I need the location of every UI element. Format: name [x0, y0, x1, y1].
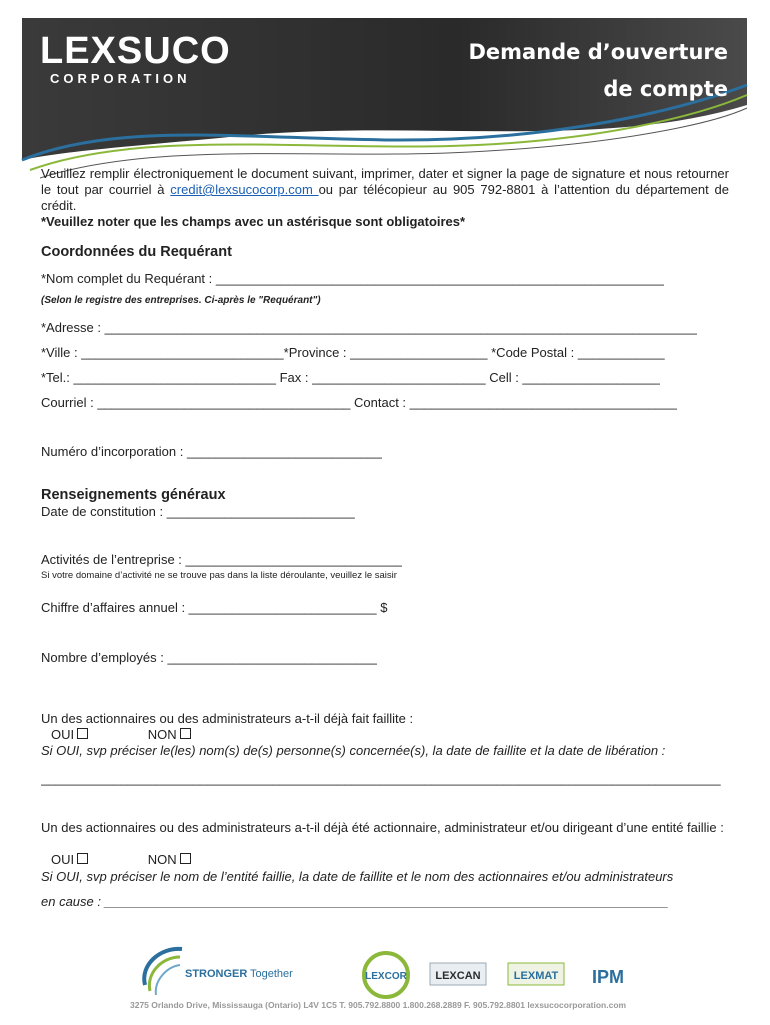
oui-label: OUI — [51, 852, 75, 867]
lexsuco-logo — [40, 32, 231, 86]
oui-checkbox[interactable] — [77, 728, 88, 739]
tagline-together: Together — [250, 968, 293, 980]
intro-text: Veuillez remplir électroniquement le document suivant, imprimer, dater et signer la page de signature et nous retourner le tout par courriel à — [41, 166, 729, 197]
entite-faillie-options — [51, 852, 191, 868]
page-header — [0, 0, 770, 185]
lexcan-logo-icon — [430, 963, 486, 985]
entite-faillie-detail-instructions: Si OUI, svp préciser le nom de l’entité faillie, la date de faillite et le nom des actionnaires et/ou administrateurs — [41, 869, 674, 884]
activites-field[interactable]: Activités de l’entreprise : ______________________________ — [41, 552, 403, 567]
tagline-stronger: STRONGER — [185, 968, 248, 980]
section-title-renseignements: Renseignements généraux — [41, 487, 226, 503]
logo-wordmark: LEXSUCO — [40, 30, 231, 72]
form-content — [41, 166, 729, 909]
footer-address: 3275 Orlando Drive, Mississauga (Ontario) L4V 1C5 T. 905.792.8800 1.800.268.2889 F. 905.792.8801 lexsucocorporation.com — [130, 1000, 627, 1010]
entite-faillie-question: Un des actionnaires ou des administrateurs a-t-il déjà été actionnaire, administrateur et/ou dirigeant d’une entité faillie : — [41, 820, 724, 835]
chiffre-affaires-field[interactable]: Chiffre d’affaires annuel : __________________________ $ — [41, 600, 388, 615]
stronger-together-icon — [144, 949, 182, 995]
title-line-2: de compte — [603, 77, 728, 101]
brand-lexcor: LEXCOR — [365, 971, 407, 982]
ville-province-code-field[interactable]: *Ville : ____________________________*Province : ___________________ *Code Postal : ____________ — [41, 345, 665, 360]
lexmat-logo-icon — [508, 963, 564, 985]
non-checkbox[interactable] — [180, 728, 191, 739]
lexcor-logo-icon — [364, 953, 408, 997]
brand-lexcan: LEXCAN — [435, 970, 481, 982]
en-cause-label: en cause : ______________________________________________________________________________ — [41, 894, 669, 909]
intro-text-after: ou par télécopieur au 905 792-8801 à l’attention du département de crédit. — [41, 182, 729, 213]
nom-complet-field[interactable]: *Nom complet du Requérant : ______________________________________________________________ — [41, 271, 665, 286]
date-constitution-field[interactable]: Date de constitution : __________________________ — [41, 504, 355, 519]
en-cause-field[interactable] — [41, 894, 669, 910]
brand-lexmat: LEXMAT — [513, 970, 559, 982]
non-checkbox[interactable] — [180, 853, 191, 864]
mandatory-note: *Veuillez noter que les champs avec un astérisque sont obligatoires* — [41, 214, 466, 229]
courriel-contact-field[interactable]: Courriel : ___________________________________ Contact : _____________________________________ — [41, 395, 678, 410]
nombre-employes-field[interactable]: Nombre d’employés : _____________________________ — [41, 650, 378, 665]
faillite-question: Un des actionnaires ou des administrateurs a-t-il déjà fait faillite : — [41, 711, 414, 726]
numero-incorporation-field[interactable]: Numéro d’incorporation : ___________________________ — [41, 444, 383, 459]
oui-label: OUI — [51, 727, 75, 742]
nom-complet-note: (Selon le registre des entreprises. Ci-après le "Requérant") — [41, 295, 321, 306]
faillite-detail-line[interactable]: ______________________________________________________________________________________________ — [41, 771, 721, 786]
non-label: NON — [147, 852, 177, 867]
oui-checkbox[interactable] — [77, 853, 88, 864]
faillite-detail-instructions: Si OUI, svp préciser le(les) nom(s) de(s) personne(s) concernée(s), la date de faillite et la date de libération : — [41, 743, 666, 758]
brand-ipm: IPM — [591, 967, 625, 987]
logo-subtitle: CORPORATION — [50, 71, 191, 86]
ipm-logo-icon — [592, 967, 624, 987]
adresse-field[interactable]: *Adresse : __________________________________________________________________________________ — [41, 320, 698, 335]
intro-paragraph — [41, 166, 729, 214]
page-title — [468, 34, 728, 108]
activites-note: Si votre domaine d’activité ne se trouve pas dans la liste déroulante, veuillez le saisir — [41, 570, 397, 581]
email-link[interactable]: credit@lexsucocorp.com — [170, 182, 319, 197]
faillite-options — [51, 727, 191, 743]
non-label: NON — [147, 727, 177, 742]
tel-fax-cell-field[interactable]: *Tel.: ____________________________ Fax : ________________________ Cell : ___________________ — [41, 370, 660, 385]
title-line-1: Demande d’ouverture — [468, 40, 728, 64]
section-title-coordonnees: Coordonnées du Requérant — [41, 244, 232, 260]
